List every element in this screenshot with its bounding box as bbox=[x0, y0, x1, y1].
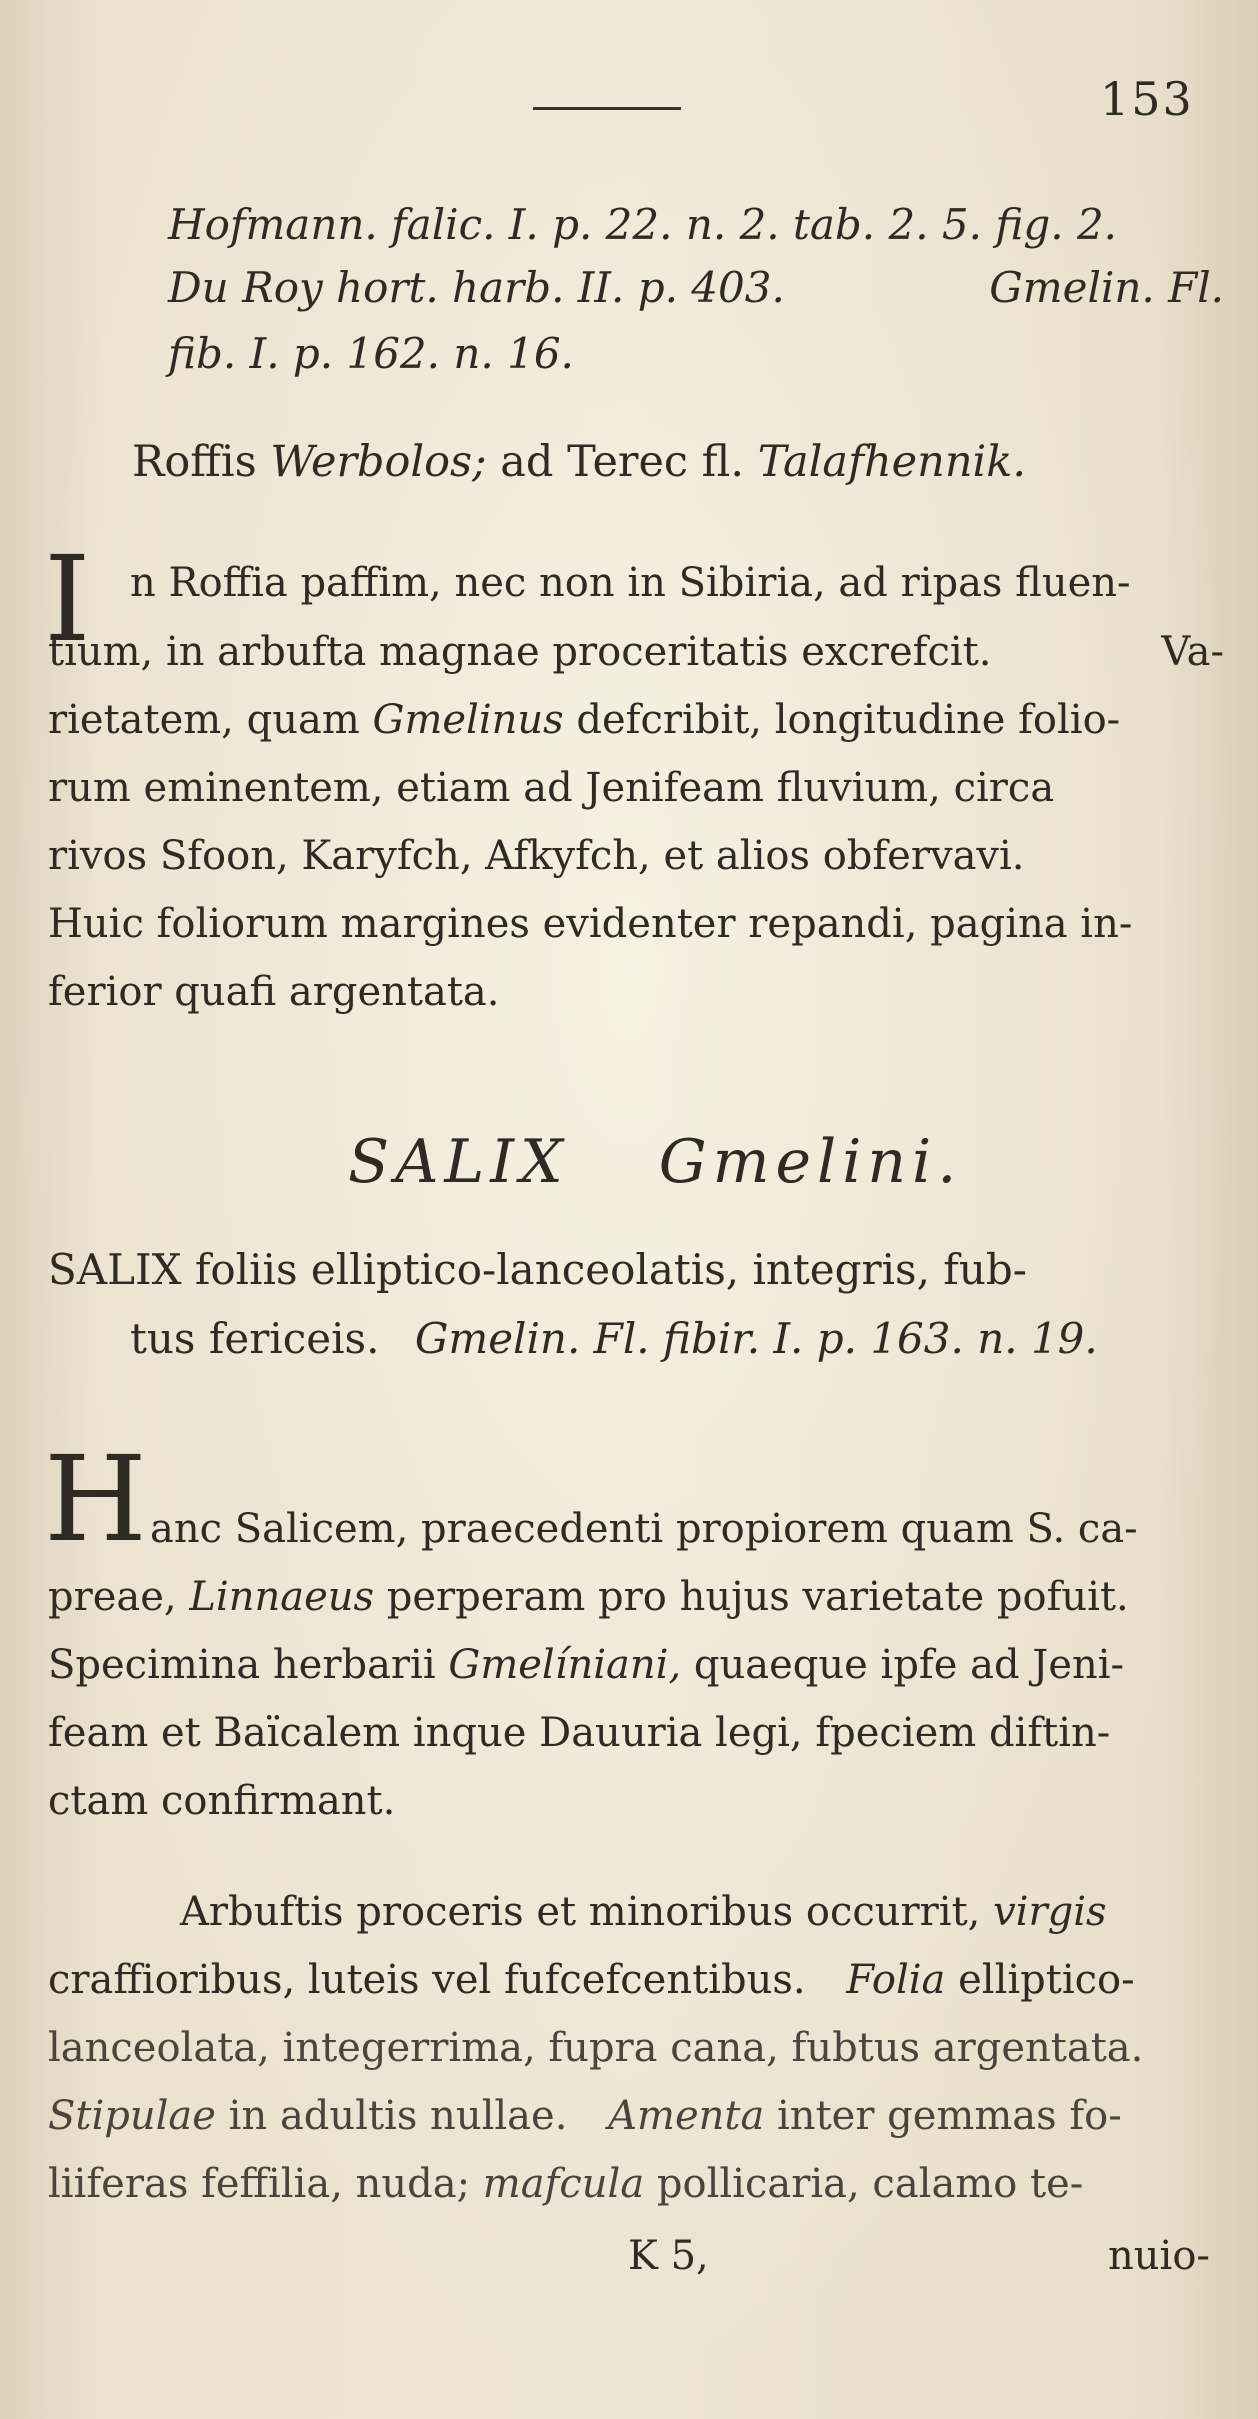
reference-line-2 bbox=[168, 263, 1224, 312]
para3-line-1: Arbuftis proceris et minoribus occurrit, virgis bbox=[180, 1889, 1107, 1935]
reference-gmelin: Gmelin. Fl. bbox=[989, 263, 1224, 312]
para2-line-2: preae, Linnaeus perperam pro hujus varietate pofuit. bbox=[48, 1574, 1129, 1620]
para1-line-5: rivos Sfoon, Karyfch, Afkyfch, et alios obfervavi. bbox=[48, 833, 1025, 879]
para2-line-3: Specimina herbarii Gmelíniani, quaeque ipfe ad Jeni- bbox=[48, 1642, 1125, 1688]
para2-line-5: ctam confirmant. bbox=[48, 1778, 396, 1824]
para1-line-1: n Roffia paffim, nec non in Sibiria, ad ripas fluen- bbox=[130, 560, 1131, 606]
page-number: 153 bbox=[1100, 72, 1194, 126]
vernacular-names: Roffis Werbolos; ad Terec fl. Talafhennik. bbox=[132, 437, 1026, 487]
para1-line-4: rum eminentem, etiam ad Jenifeam fluvium, circa bbox=[48, 765, 1055, 811]
reference-du-roy: Du Roy hort. harb. II. p. 403. bbox=[168, 263, 785, 312]
catchword: nuio- bbox=[1108, 2233, 1210, 2279]
para1-line-2: tium, in arbufta magnae proceritatis excrefcit. Va- bbox=[48, 629, 1224, 675]
signature-mark: K 5, bbox=[628, 2233, 709, 2279]
para1-line-3: rietatem, quam Gmelinus defcribit, longitudine folio- bbox=[48, 697, 1121, 743]
para2-line-4: feam et Baïcalem inque Dauuria legi, fpeciem diftin- bbox=[48, 1710, 1111, 1756]
header-rule bbox=[533, 107, 681, 110]
para1-line-7: ferior quafi argentata. bbox=[48, 969, 500, 1015]
para3-line-3: lanceolata, integerrima, fupra cana, fubtus argentata. bbox=[48, 2025, 1144, 2071]
drop-cap-h: H bbox=[44, 1430, 147, 1568]
para3-line-4: Stipulae in adultis nullae. Amenta inter gemmas fo- bbox=[48, 2093, 1122, 2139]
reference-line-1: Hofmann. falic. I. p. 22. n. 2. tab. 2. 5. fig. 2. bbox=[168, 200, 1118, 249]
diagnosis-line-1: SALIX foliis elliptico-lanceolatis, integris, fub- bbox=[48, 1245, 1027, 1294]
reference-line-3: fib. I. p. 162. n. 16. bbox=[168, 329, 574, 378]
para3-line-2: craffioribus, luteis vel fufcefcentibus. Folia elliptico- bbox=[48, 1957, 1135, 2003]
para3-line-5: liiferas feffilia, nuda; mafcula pollicaria, calamo te- bbox=[48, 2161, 1084, 2207]
drop-cap-i: I bbox=[44, 530, 91, 668]
species-title: SALIX Gmelini. bbox=[348, 1127, 963, 1197]
para2-line-1: anc Salicem, praecedenti propiorem quam S. ca- bbox=[150, 1506, 1138, 1552]
diagnosis-line-2: tus fericeis. Gmelin. Fl. fibir. I. p. 163. n. 19. bbox=[130, 1314, 1098, 1363]
para1-line-6: Huic foliorum margines evidenter repandi, pagina in- bbox=[48, 901, 1133, 947]
